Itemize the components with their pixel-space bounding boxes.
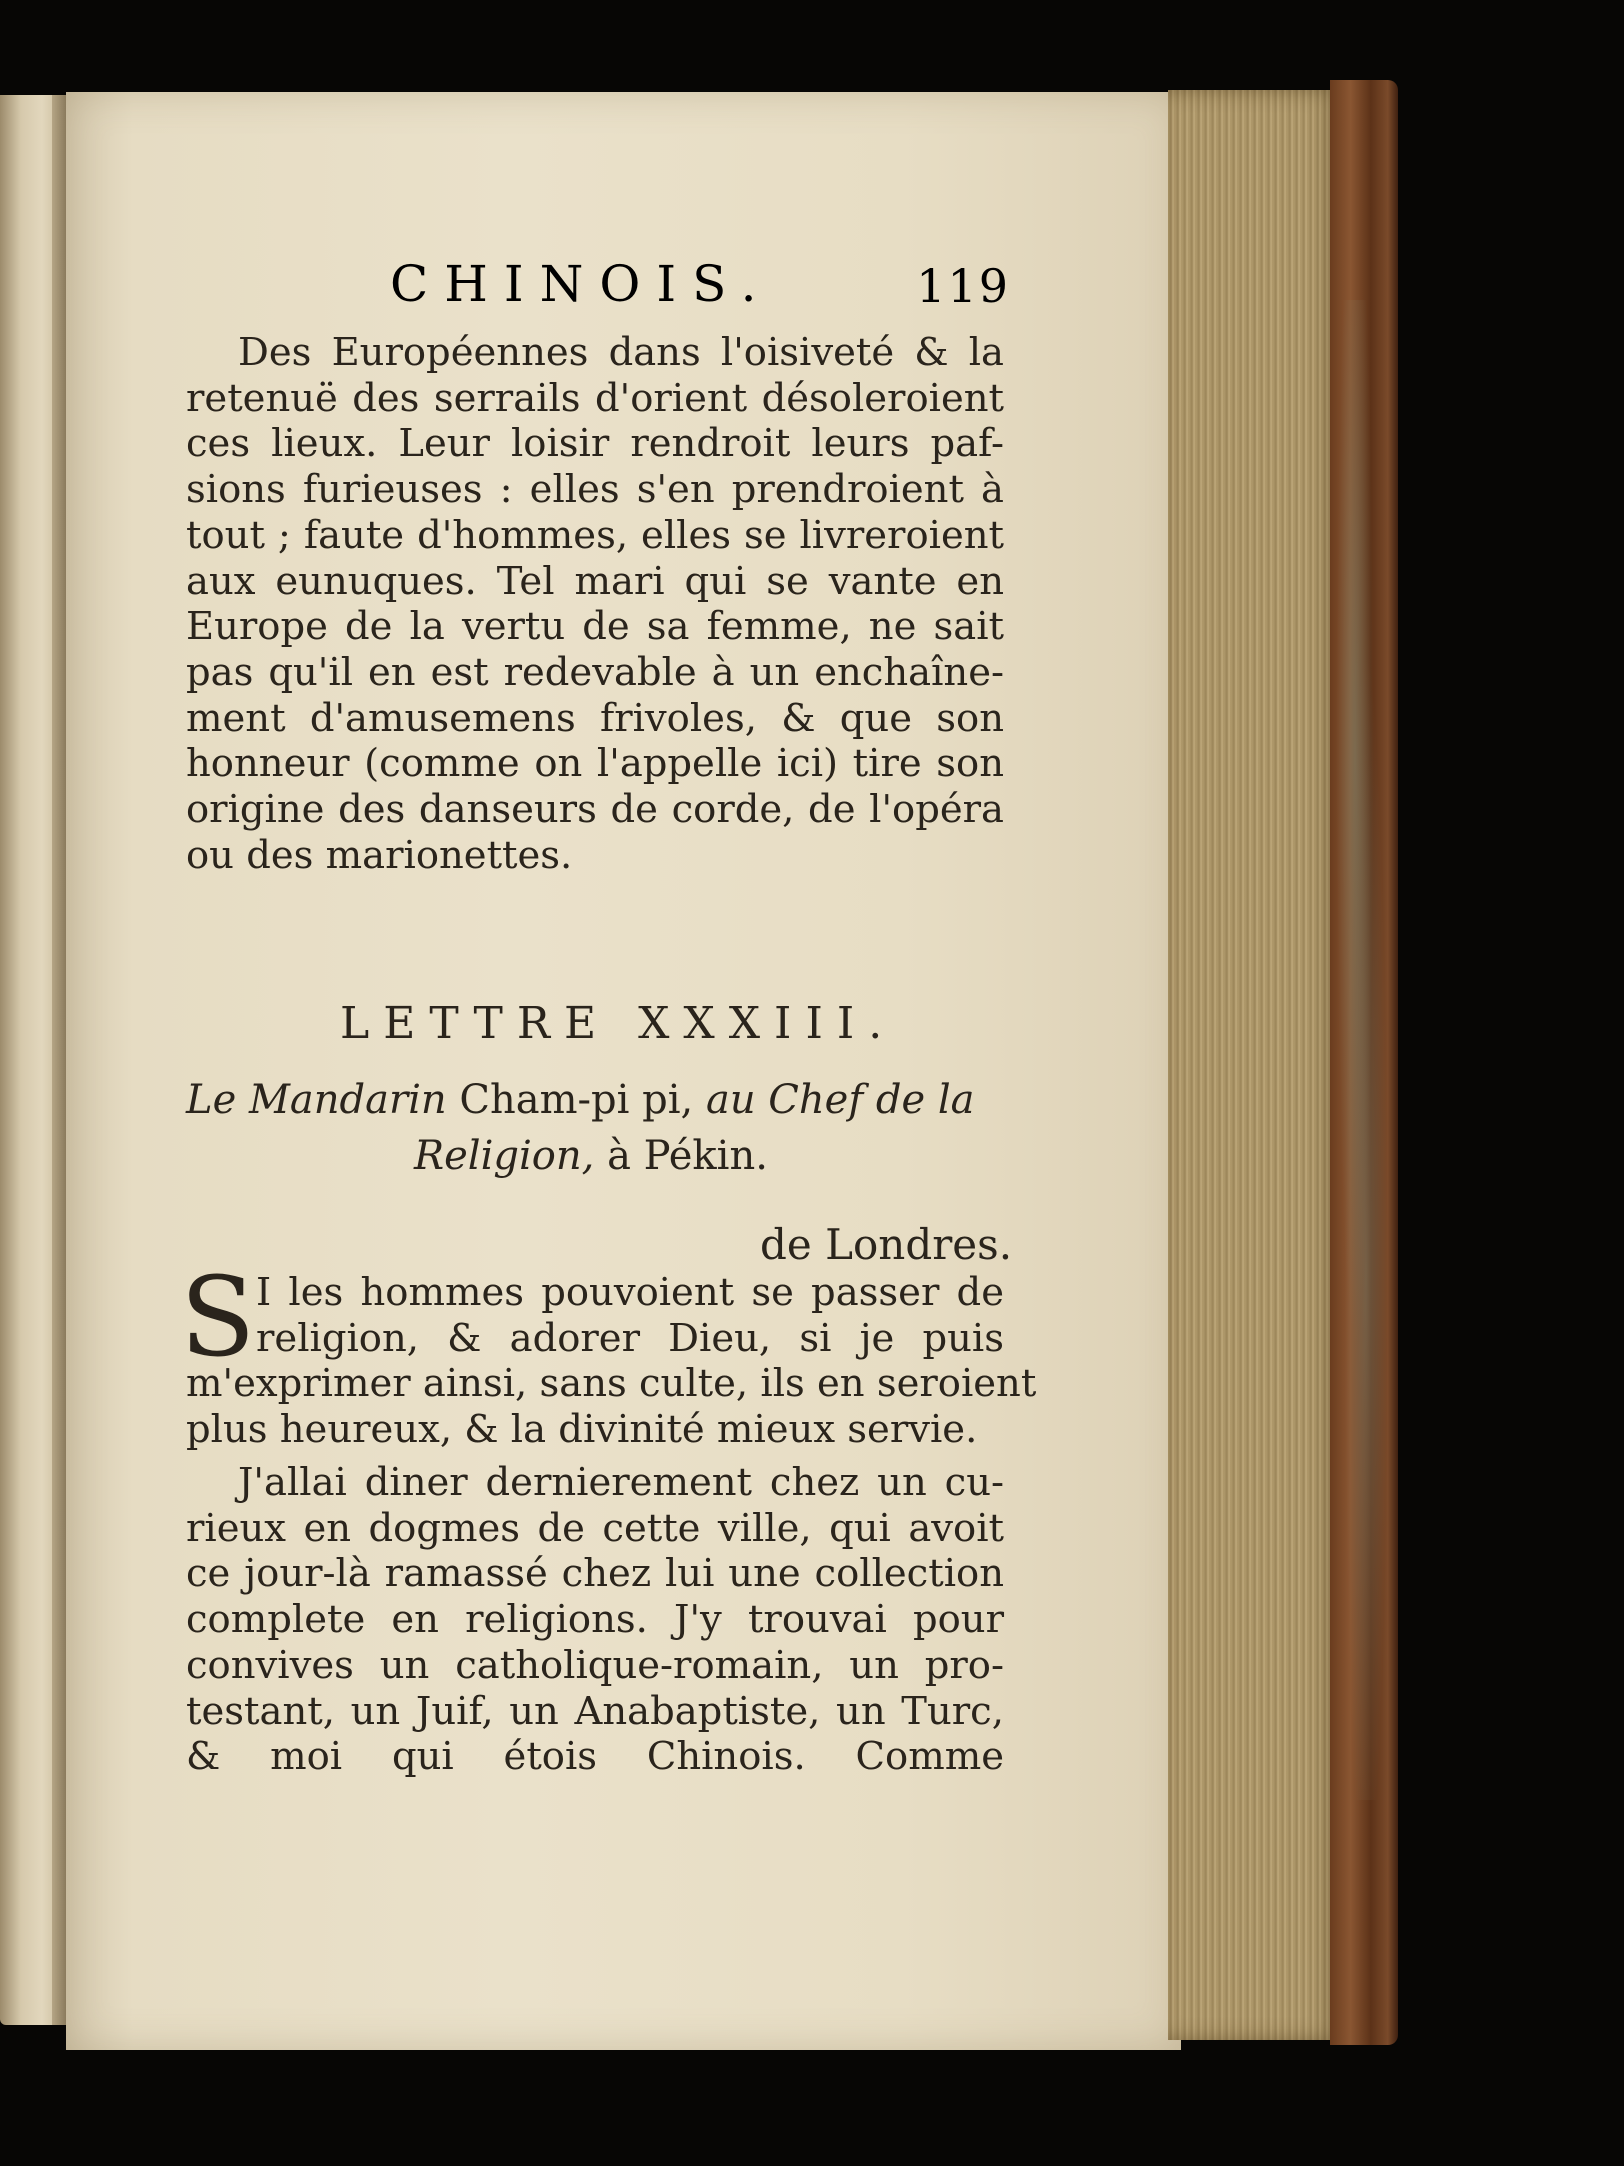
text-line: plus heureux, & la divinité mieux servie.: [186, 1407, 978, 1453]
letter-salutation: [186, 1072, 1006, 1184]
text-line: rieux en dogmes de cette ville, qui avoit: [186, 1505, 1004, 1551]
text-line: J'allai diner dernierement chez un cu-: [238, 1460, 1004, 1505]
text-line: testant, un Juif, un Anabaptiste, un Turc,: [186, 1688, 1004, 1734]
text-line: religion, & adorer Dieu, si je puis: [256, 1315, 1004, 1361]
text-line: & moi qui étois Chinois. Comme: [186, 1734, 1004, 1780]
salutation-name: Cham-pi pi,: [459, 1077, 694, 1123]
running-head: CHINOIS.: [390, 255, 773, 313]
text-line: sions furieuses : elles s'en prendroient à: [186, 467, 1004, 513]
text-line: honneur (comme on l'appelle ici) tire son: [186, 741, 1004, 787]
text-line: convives un catholique-romain, un pro-: [186, 1642, 1004, 1688]
salutation-text: Le Mandarin: [186, 1077, 447, 1123]
text-line: aux eunuques. Tel mari qui se vante en: [186, 558, 1004, 604]
text-line: retenuë des serrails d'orient désoleroient: [186, 375, 1004, 421]
salutation-place: à Pékin.: [607, 1133, 768, 1179]
paragraph-1: [186, 330, 1004, 878]
cover-marbling: [1333, 300, 1388, 1800]
page-header: [170, 255, 1010, 325]
text-line: Europe de la vertu de sa femme, ne sait: [186, 604, 1004, 650]
letter-heading: LETTRE XXXIII.: [340, 998, 897, 1049]
page-number: 119: [916, 259, 1010, 313]
previous-page-edge: [0, 95, 60, 2025]
text-line: m'exprimer ainsi, sans culte, ils en seroient: [186, 1361, 1037, 1407]
salutation-text: au Chef de la: [705, 1077, 975, 1123]
text-line: Des Européennes dans l'oisiveté & la: [238, 330, 1004, 375]
text-line: ment d'amusemens frivoles, & que son: [186, 695, 1004, 741]
text-line: complete en religions. J'y trouvai pour: [186, 1597, 1004, 1643]
text-line: tout ; faute d'hommes, elles se livreroient: [186, 512, 1004, 558]
text-line: origine des danseurs de corde, de l'opéra: [186, 787, 1004, 833]
page-block-edge: [1168, 90, 1340, 2040]
text-line: pas qu'il en est redevable à un enchaîne-: [186, 649, 1004, 695]
text-line: ce jour-là ramassé chez lui une collection: [186, 1551, 1004, 1597]
letter-place: de Londres.: [760, 1220, 1013, 1269]
paragraph-2: [186, 1270, 1037, 1453]
paragraph-3: [186, 1460, 1004, 1780]
drop-cap: S: [180, 1253, 256, 1381]
text-line: ces lieux. Leur loisir rendroit leurs paf-: [186, 421, 1004, 467]
salutation-text: Religion,: [414, 1133, 595, 1179]
text-line: ou des marionettes.: [186, 832, 573, 878]
text-line: I les hommes pouvoient se passer de: [256, 1270, 1004, 1315]
